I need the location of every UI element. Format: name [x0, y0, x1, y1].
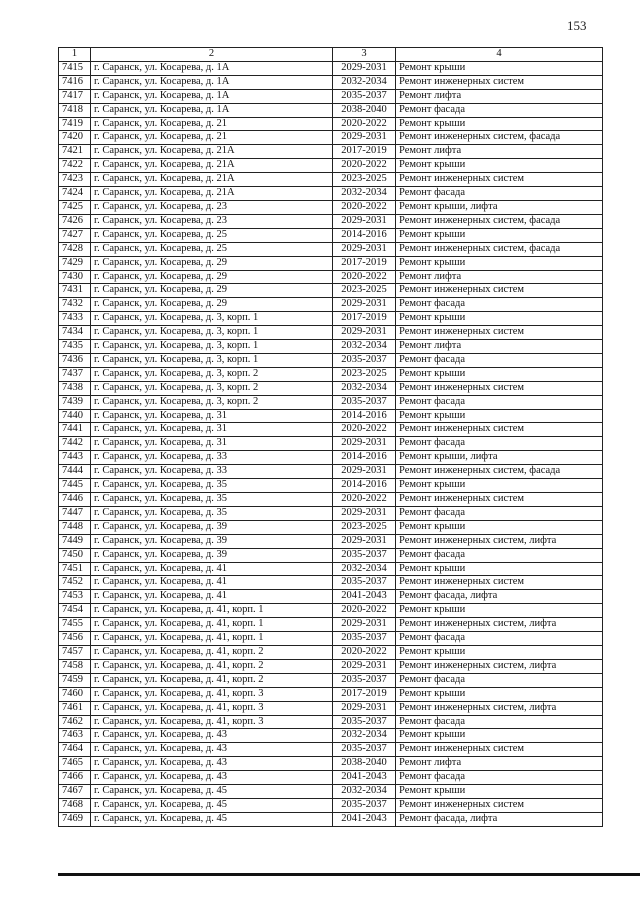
- table-row: [59, 353, 603, 367]
- work-type-cell: Ремонт лифта: [396, 270, 603, 284]
- row-number-cell: 7426: [59, 214, 91, 228]
- work-type-cell: Ремонт фасада: [396, 298, 603, 312]
- address-cell: г. Саранск, ул. Косарева, д. 45: [91, 798, 333, 812]
- table-row: [59, 757, 603, 771]
- address-cell: г. Саранск, ул. Косарева, д. 3, корп. 2: [91, 381, 333, 395]
- period-cell: 2029-2031: [333, 214, 396, 228]
- address-cell: г. Саранск, ул. Косарева, д. 3, корп. 1: [91, 326, 333, 340]
- address-cell: г. Саранск, ул. Косарева, д. 41, корп. 2: [91, 645, 333, 659]
- period-cell: 2023-2025: [333, 520, 396, 534]
- table-row: [59, 701, 603, 715]
- work-type-cell: Ремонт инженерных систем, лифта: [396, 659, 603, 673]
- work-type-cell: Ремонт крыши: [396, 520, 603, 534]
- period-cell: 2029-2031: [333, 465, 396, 479]
- work-type-cell: Ремонт крыши: [396, 687, 603, 701]
- table-row: [59, 451, 603, 465]
- row-number-cell: 7460: [59, 687, 91, 701]
- table-row: [59, 103, 603, 117]
- row-number-cell: 7421: [59, 145, 91, 159]
- work-type-cell: Ремонт крыши, лифта: [396, 200, 603, 214]
- address-cell: г. Саранск, ул. Косарева, д. 21: [91, 117, 333, 131]
- table-body: [59, 61, 603, 826]
- address-cell: г. Саранск, ул. Косарева, д. 25: [91, 228, 333, 242]
- table-row: [59, 493, 603, 507]
- row-number-cell: 7465: [59, 757, 91, 771]
- work-type-cell: Ремонт инженерных систем: [396, 284, 603, 298]
- table-row: [59, 117, 603, 131]
- address-cell: г. Саранск, ул. Косарева, д. 3, корп. 1: [91, 353, 333, 367]
- work-type-cell: Ремонт крыши: [396, 117, 603, 131]
- work-type-cell: Ремонт инженерных систем, фасада: [396, 131, 603, 145]
- address-cell: г. Саранск, ул. Косарева, д. 29: [91, 284, 333, 298]
- address-cell: г. Саранск, ул. Косарева, д. 43: [91, 771, 333, 785]
- row-number-cell: 7454: [59, 604, 91, 618]
- period-cell: 2035-2037: [333, 353, 396, 367]
- address-cell: г. Саранск, ул. Косарева, д. 41: [91, 576, 333, 590]
- period-cell: 2041-2043: [333, 812, 396, 826]
- work-type-cell: Ремонт крыши: [396, 479, 603, 493]
- address-cell: г. Саранск, ул. Косарева, д. 1А: [91, 103, 333, 117]
- period-cell: 2035-2037: [333, 673, 396, 687]
- address-cell: г. Саранск, ул. Косарева, д. 3, корп. 1: [91, 312, 333, 326]
- table-row: [59, 89, 603, 103]
- address-cell: г. Саранск, ул. Косарева, д. 39: [91, 548, 333, 562]
- row-number-cell: 7446: [59, 493, 91, 507]
- period-cell: 2017-2019: [333, 256, 396, 270]
- address-cell: г. Саранск, ул. Косарева, д. 1А: [91, 61, 333, 75]
- address-cell: г. Саранск, ул. Косарева, д. 31: [91, 437, 333, 451]
- row-number-cell: 7451: [59, 562, 91, 576]
- period-cell: 2020-2022: [333, 117, 396, 131]
- address-cell: г. Саранск, ул. Косарева, д. 21: [91, 131, 333, 145]
- period-cell: 2029-2031: [333, 298, 396, 312]
- period-cell: 2014-2016: [333, 479, 396, 493]
- period-cell: 2014-2016: [333, 228, 396, 242]
- row-number-cell: 7419: [59, 117, 91, 131]
- row-number-cell: 7436: [59, 353, 91, 367]
- row-number-cell: 7433: [59, 312, 91, 326]
- address-cell: г. Саранск, ул. Косарева, д. 35: [91, 479, 333, 493]
- period-cell: 2029-2031: [333, 534, 396, 548]
- work-type-cell: Ремонт инженерных систем: [396, 423, 603, 437]
- row-number-cell: 7442: [59, 437, 91, 451]
- row-number-cell: 7415: [59, 61, 91, 75]
- period-cell: 2032-2034: [333, 562, 396, 576]
- work-type-cell: Ремонт крыши: [396, 729, 603, 743]
- work-type-cell: Ремонт фасада, лифта: [396, 590, 603, 604]
- work-type-cell: Ремонт лифта: [396, 340, 603, 354]
- row-number-cell: 7434: [59, 326, 91, 340]
- table-row: [59, 173, 603, 187]
- row-number-cell: 7431: [59, 284, 91, 298]
- address-cell: г. Саранск, ул. Косарева, д. 41: [91, 590, 333, 604]
- period-cell: 2020-2022: [333, 423, 396, 437]
- table-row: [59, 75, 603, 89]
- table-row: [59, 381, 603, 395]
- work-type-cell: Ремонт инженерных систем: [396, 326, 603, 340]
- period-cell: 2020-2022: [333, 200, 396, 214]
- work-type-cell: Ремонт инженерных систем, лифта: [396, 534, 603, 548]
- work-type-cell: Ремонт крыши: [396, 159, 603, 173]
- row-number-cell: 7420: [59, 131, 91, 145]
- row-number-cell: 7416: [59, 75, 91, 89]
- table-header-row: [59, 48, 603, 62]
- period-cell: 2029-2031: [333, 437, 396, 451]
- period-cell: 2032-2034: [333, 729, 396, 743]
- work-type-cell: Ремонт лифта: [396, 757, 603, 771]
- address-cell: г. Саранск, ул. Косарева, д. 3, корп. 2: [91, 367, 333, 381]
- row-number-cell: 7461: [59, 701, 91, 715]
- table-row: [59, 520, 603, 534]
- work-type-cell: Ремонт лифта: [396, 145, 603, 159]
- period-cell: 2020-2022: [333, 159, 396, 173]
- table-row: [59, 771, 603, 785]
- period-cell: 2017-2019: [333, 145, 396, 159]
- table-row: [59, 312, 603, 326]
- work-type-cell: Ремонт лифта: [396, 89, 603, 103]
- row-number-cell: 7441: [59, 423, 91, 437]
- period-cell: 2035-2037: [333, 743, 396, 757]
- row-number-cell: 7435: [59, 340, 91, 354]
- table-row: [59, 479, 603, 493]
- address-cell: г. Саранск, ул. Косарева, д. 41, корп. 2: [91, 673, 333, 687]
- period-cell: 2017-2019: [333, 312, 396, 326]
- period-cell: 2032-2034: [333, 187, 396, 201]
- period-cell: 2035-2037: [333, 395, 396, 409]
- table-row: [59, 326, 603, 340]
- table-row: [59, 687, 603, 701]
- work-type-cell: Ремонт инженерных систем, фасада: [396, 465, 603, 479]
- address-cell: г. Саранск, ул. Косарева, д. 35: [91, 506, 333, 520]
- work-type-cell: Ремонт инженерных систем, фасада: [396, 242, 603, 256]
- address-cell: г. Саранск, ул. Косарева, д. 29: [91, 298, 333, 312]
- work-type-cell: Ремонт крыши: [396, 562, 603, 576]
- address-cell: г. Саранск, ул. Косарева, д. 45: [91, 812, 333, 826]
- period-cell: 2023-2025: [333, 173, 396, 187]
- table-row: [59, 632, 603, 646]
- address-cell: г. Саранск, ул. Косарева, д. 21А: [91, 145, 333, 159]
- table-row: [59, 228, 603, 242]
- work-type-cell: Ремонт инженерных систем: [396, 576, 603, 590]
- row-number-cell: 7462: [59, 715, 91, 729]
- row-number-cell: 7428: [59, 242, 91, 256]
- table-row: [59, 214, 603, 228]
- row-number-cell: 7459: [59, 673, 91, 687]
- work-type-cell: Ремонт фасада: [396, 506, 603, 520]
- work-type-cell: Ремонт крыши: [396, 645, 603, 659]
- period-cell: 2023-2025: [333, 367, 396, 381]
- period-cell: 2017-2019: [333, 687, 396, 701]
- work-type-cell: Ремонт крыши, лифта: [396, 451, 603, 465]
- row-number-cell: 7445: [59, 479, 91, 493]
- row-number-cell: 7438: [59, 381, 91, 395]
- work-type-cell: Ремонт фасада: [396, 715, 603, 729]
- period-cell: 2014-2016: [333, 409, 396, 423]
- row-number-cell: 7440: [59, 409, 91, 423]
- work-type-cell: Ремонт крыши: [396, 785, 603, 799]
- period-cell: 2041-2043: [333, 771, 396, 785]
- period-cell: 2035-2037: [333, 798, 396, 812]
- row-number-cell: 7427: [59, 228, 91, 242]
- row-number-cell: 7448: [59, 520, 91, 534]
- address-cell: г. Саранск, ул. Косарева, д. 43: [91, 743, 333, 757]
- row-number-cell: 7432: [59, 298, 91, 312]
- table-row: [59, 61, 603, 75]
- period-cell: 2029-2031: [333, 131, 396, 145]
- period-cell: 2029-2031: [333, 506, 396, 520]
- period-cell: 2032-2034: [333, 75, 396, 89]
- table-row: [59, 659, 603, 673]
- period-cell: 2020-2022: [333, 645, 396, 659]
- work-type-cell: Ремонт инженерных систем: [396, 493, 603, 507]
- work-type-cell: Ремонт фасада: [396, 673, 603, 687]
- row-number-cell: 7468: [59, 798, 91, 812]
- work-type-cell: Ремонт фасада: [396, 103, 603, 117]
- table-row: [59, 340, 603, 354]
- address-cell: г. Саранск, ул. Косарева, д. 1А: [91, 75, 333, 89]
- table-row: [59, 785, 603, 799]
- row-number-cell: 7464: [59, 743, 91, 757]
- address-cell: г. Саранск, ул. Косарева, д. 41, корп. 1: [91, 604, 333, 618]
- table-row: [59, 423, 603, 437]
- table-row: [59, 159, 603, 173]
- period-cell: 2041-2043: [333, 590, 396, 604]
- work-type-cell: Ремонт крыши: [396, 256, 603, 270]
- row-number-cell: 7449: [59, 534, 91, 548]
- address-cell: г. Саранск, ул. Косарева, д. 21А: [91, 187, 333, 201]
- period-cell: 2035-2037: [333, 89, 396, 103]
- row-number-cell: 7463: [59, 729, 91, 743]
- row-number-cell: 7425: [59, 200, 91, 214]
- table-row: [59, 145, 603, 159]
- table-row: [59, 242, 603, 256]
- address-cell: г. Саранск, ул. Косарева, д. 41, корп. 3: [91, 701, 333, 715]
- table-row: [59, 743, 603, 757]
- work-type-cell: Ремонт фасада: [396, 548, 603, 562]
- period-cell: 2035-2037: [333, 715, 396, 729]
- period-cell: 2035-2037: [333, 548, 396, 562]
- row-number-cell: 7457: [59, 645, 91, 659]
- table-row: [59, 729, 603, 743]
- period-cell: 2038-2040: [333, 103, 396, 117]
- table-row: [59, 604, 603, 618]
- table-row: [59, 256, 603, 270]
- row-number-cell: 7437: [59, 367, 91, 381]
- period-cell: 2029-2031: [333, 618, 396, 632]
- bottom-rule: [58, 873, 640, 876]
- period-cell: 2020-2022: [333, 270, 396, 284]
- period-cell: 2035-2037: [333, 632, 396, 646]
- address-cell: г. Саранск, ул. Косарева, д. 41: [91, 562, 333, 576]
- period-cell: 2029-2031: [333, 659, 396, 673]
- column-header-2: 2: [91, 48, 333, 62]
- address-cell: г. Саранск, ул. Косарева, д. 29: [91, 256, 333, 270]
- work-type-cell: Ремонт инженерных систем: [396, 173, 603, 187]
- period-cell: 2029-2031: [333, 242, 396, 256]
- table-row: [59, 200, 603, 214]
- address-cell: г. Саранск, ул. Косарева, д. 39: [91, 520, 333, 534]
- row-number-cell: 7422: [59, 159, 91, 173]
- address-cell: г. Саранск, ул. Косарева, д. 45: [91, 785, 333, 799]
- address-cell: г. Саранск, ул. Косарева, д. 39: [91, 534, 333, 548]
- address-cell: г. Саранск, ул. Косарева, д. 33: [91, 451, 333, 465]
- period-cell: 2014-2016: [333, 451, 396, 465]
- period-cell: 2035-2037: [333, 576, 396, 590]
- address-cell: г. Саранск, ул. Косарева, д. 3, корп. 1: [91, 340, 333, 354]
- address-cell: г. Саранск, ул. Косарева, д. 33: [91, 465, 333, 479]
- table-row: [59, 187, 603, 201]
- table-row: [59, 506, 603, 520]
- address-cell: г. Саранск, ул. Косарева, д. 23: [91, 200, 333, 214]
- work-type-cell: Ремонт инженерных систем, фасада: [396, 214, 603, 228]
- table-row: [59, 367, 603, 381]
- row-number-cell: 7418: [59, 103, 91, 117]
- row-number-cell: 7417: [59, 89, 91, 103]
- row-number-cell: 7439: [59, 395, 91, 409]
- row-number-cell: 7443: [59, 451, 91, 465]
- work-type-cell: Ремонт инженерных систем: [396, 798, 603, 812]
- table-row: [59, 673, 603, 687]
- row-number-cell: 7456: [59, 632, 91, 646]
- table-row: [59, 409, 603, 423]
- work-type-cell: Ремонт фасада: [396, 437, 603, 451]
- period-cell: 2029-2031: [333, 326, 396, 340]
- row-number-cell: 7430: [59, 270, 91, 284]
- address-cell: г. Саранск, ул. Косарева, д. 25: [91, 242, 333, 256]
- work-type-cell: Ремонт крыши: [396, 409, 603, 423]
- row-number-cell: 7469: [59, 812, 91, 826]
- work-type-cell: Ремонт крыши: [396, 61, 603, 75]
- table-row: [59, 437, 603, 451]
- table-row: [59, 534, 603, 548]
- work-type-cell: Ремонт фасада: [396, 395, 603, 409]
- address-cell: г. Саранск, ул. Косарева, д. 21А: [91, 159, 333, 173]
- table-row: [59, 715, 603, 729]
- work-type-cell: Ремонт инженерных систем, лифта: [396, 618, 603, 632]
- period-cell: 2032-2034: [333, 340, 396, 354]
- address-cell: г. Саранск, ул. Косарева, д. 21А: [91, 173, 333, 187]
- period-cell: 2020-2022: [333, 493, 396, 507]
- address-cell: г. Саранск, ул. Косарева, д. 43: [91, 729, 333, 743]
- row-number-cell: 7447: [59, 506, 91, 520]
- work-type-cell: Ремонт фасада: [396, 187, 603, 201]
- row-number-cell: 7466: [59, 771, 91, 785]
- table-row: [59, 798, 603, 812]
- row-number-cell: 7455: [59, 618, 91, 632]
- table-row: [59, 270, 603, 284]
- period-cell: 2032-2034: [333, 785, 396, 799]
- address-cell: г. Саранск, ул. Косарева, д. 31: [91, 409, 333, 423]
- row-number-cell: 7429: [59, 256, 91, 270]
- column-header-4: 4: [396, 48, 603, 62]
- row-number-cell: 7450: [59, 548, 91, 562]
- address-cell: г. Саранск, ул. Косарева, д. 31: [91, 423, 333, 437]
- table-row: [59, 284, 603, 298]
- address-cell: г. Саранск, ул. Косарева, д. 41, корп. 2: [91, 659, 333, 673]
- address-cell: г. Саранск, ул. Косарева, д. 1А: [91, 89, 333, 103]
- period-cell: 2020-2022: [333, 604, 396, 618]
- work-type-cell: Ремонт инженерных систем: [396, 381, 603, 395]
- address-cell: г. Саранск, ул. Косарева, д. 23: [91, 214, 333, 228]
- work-type-cell: Ремонт фасада: [396, 632, 603, 646]
- work-type-cell: Ремонт крыши: [396, 604, 603, 618]
- period-cell: 2032-2034: [333, 381, 396, 395]
- row-number-cell: 7444: [59, 465, 91, 479]
- work-type-cell: Ремонт инженерных систем, лифта: [396, 701, 603, 715]
- table-row: [59, 562, 603, 576]
- row-number-cell: 7467: [59, 785, 91, 799]
- period-cell: 2023-2025: [333, 284, 396, 298]
- table-row: [59, 465, 603, 479]
- period-cell: 2029-2031: [333, 701, 396, 715]
- column-header-3: 3: [333, 48, 396, 62]
- work-type-cell: Ремонт крыши: [396, 367, 603, 381]
- table-row: [59, 131, 603, 145]
- table-row: [59, 645, 603, 659]
- address-cell: г. Саранск, ул. Косарева, д. 3, корп. 2: [91, 395, 333, 409]
- work-type-cell: Ремонт фасада, лифта: [396, 812, 603, 826]
- work-type-cell: Ремонт инженерных систем: [396, 75, 603, 89]
- row-number-cell: 7424: [59, 187, 91, 201]
- work-type-cell: Ремонт инженерных систем: [396, 743, 603, 757]
- address-cell: г. Саранск, ул. Косарева, д. 41, корп. 1: [91, 632, 333, 646]
- row-number-cell: 7453: [59, 590, 91, 604]
- table-row: [59, 618, 603, 632]
- table-row: [59, 576, 603, 590]
- table-row: [59, 548, 603, 562]
- work-type-cell: Ремонт фасада: [396, 353, 603, 367]
- row-number-cell: 7458: [59, 659, 91, 673]
- address-cell: г. Саранск, ул. Косарева, д. 43: [91, 757, 333, 771]
- table-row: [59, 590, 603, 604]
- address-cell: г. Саранск, ул. Косарева, д. 35: [91, 493, 333, 507]
- period-cell: 2029-2031: [333, 61, 396, 75]
- page-number: 153: [567, 18, 587, 33]
- address-cell: г. Саранск, ул. Косарева, д. 41, корп. 3: [91, 715, 333, 729]
- row-number-cell: 7452: [59, 576, 91, 590]
- address-cell: г. Саранск, ул. Косарева, д. 41, корп. 3: [91, 687, 333, 701]
- period-cell: 2038-2040: [333, 757, 396, 771]
- work-type-cell: Ремонт крыши: [396, 312, 603, 326]
- work-type-cell: Ремонт крыши: [396, 228, 603, 242]
- column-header-1: 1: [59, 48, 91, 62]
- table-row: [59, 812, 603, 826]
- table-row: [59, 395, 603, 409]
- work-type-cell: Ремонт фасада: [396, 771, 603, 785]
- table-row: [59, 298, 603, 312]
- row-number-cell: 7423: [59, 173, 91, 187]
- repair-schedule-table: [58, 47, 603, 827]
- address-cell: г. Саранск, ул. Косарева, д. 29: [91, 270, 333, 284]
- address-cell: г. Саранск, ул. Косарева, д. 41, корп. 1: [91, 618, 333, 632]
